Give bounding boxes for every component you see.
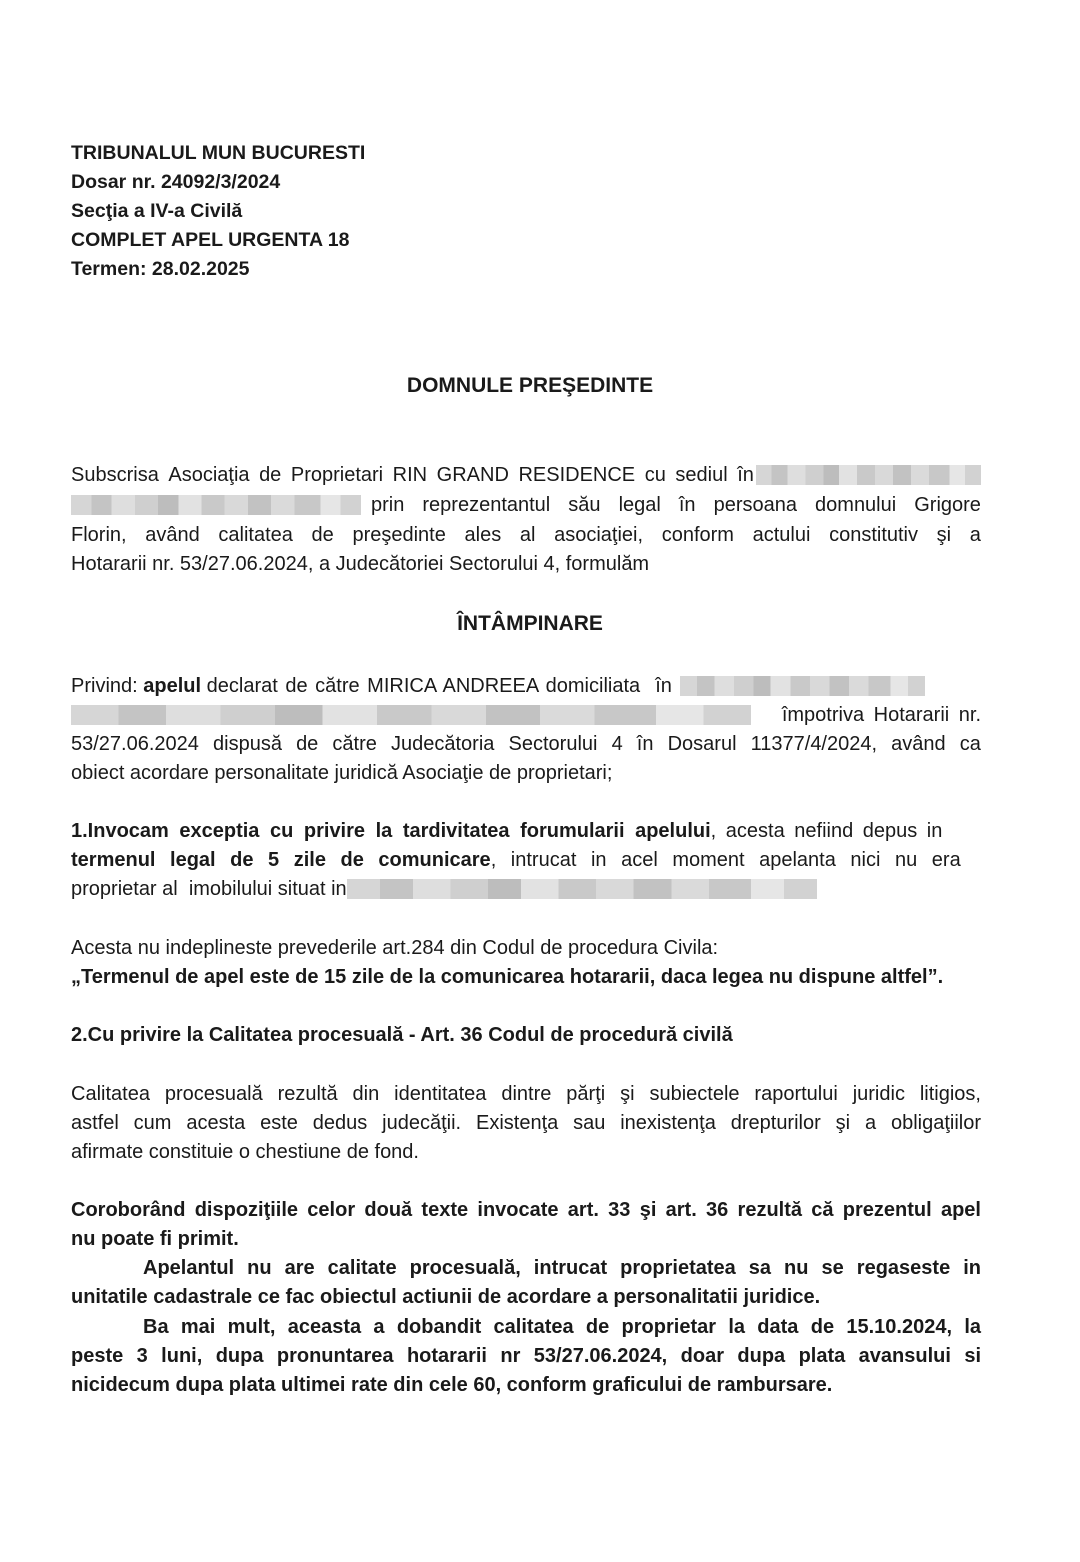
- conclusion-line-5: Ba mai mult, aceasta a dobandit calitatea de proprietar la data de 15.10.2024, la: [143, 1316, 981, 1338]
- case-number: Dosar nr. 24092/3/2024: [71, 171, 281, 193]
- point-2-line-2: astfel cum acesta este dedus judecăţii. Existenţa sau inexistenţa drepturilor şi a obligaţiilor: [71, 1112, 981, 1134]
- court-section: Secţia a IV-a Civilă: [71, 200, 243, 222]
- intro-line-1: Subscrisa Asociaţia de Proprietari RIN GRAND RESIDENCE cu sediul în: [71, 461, 981, 490]
- point-1-line-1: 1.Invocam exceptia cu privire la tardivitatea forumularii apelului , acesta nefiind depus in: [71, 820, 943, 842]
- conclusion-line-1: Coroborând dispoziţiile celor două texte invocate art. 33 şi art. 36 rezultă că prezentul apel: [71, 1199, 981, 1221]
- regarding-line-2: împotriva Hotararii nr.: [71, 701, 981, 730]
- conclusion-line-3: Apelantul nu are calitate procesuală, intrucat proprietatea sa nu se regaseste in: [143, 1257, 981, 1279]
- redacted-address: [71, 705, 751, 725]
- point-1-line-3: proprietar al imobilului situat in: [71, 875, 981, 904]
- redacted-address: [71, 495, 361, 515]
- intro-line-2: prin reprezentantul său legal în persoana domnului Grigore: [71, 491, 981, 520]
- regarding-line-1: Privind: apelul declarat de către MIRICA ANDREEA domiciliata în: [71, 672, 981, 701]
- point-2-heading: 2.Cu privire la Calitatea procesuală - Art. 36 Codul de procedură civilă: [71, 1024, 733, 1046]
- article-284-intro: Acesta nu indeplineste prevederile art.284 din Codul de procedura Civila:: [71, 937, 719, 959]
- regarding-line-3: 53/27.06.2024 dispusă de către Judecătoria Sectorului 4 în Dosarul 11377/4/2024, având ca: [71, 733, 981, 755]
- regarding-line-4: obiect acordare personalitate juridică Asociaţie de proprietari;: [71, 762, 613, 784]
- document-title: ÎNTÂMPINARE: [457, 612, 603, 635]
- conclusion-line-7: nicidecum dupa plata ultimei rate din cele 60, conform graficului de rambursare.: [71, 1374, 833, 1396]
- point-1-line-2: termenul legal de 5 zile de comunicare , intrucat in acel moment apelanta nici nu era: [71, 849, 961, 871]
- redacted-address: [756, 465, 981, 485]
- court-name: TRIBUNALUL MUN BUCURESTI: [71, 142, 366, 164]
- conclusion-line-6: peste 3 luni, dupa pronuntarea hotararii nr 53/27.06.2024, doar dupa plata avansului si: [71, 1345, 981, 1367]
- point-2-line-1: Calitatea procesuală rezultă din identitatea dintre părţi şi subiectele raportului juridic litigios,: [71, 1083, 981, 1105]
- conclusion-line-4: unitatile cadastrale ce fac obiectul actiunii de acordare a personalitatii juridice.: [71, 1286, 821, 1308]
- conclusion-line-2: nu poate fi primit.: [71, 1228, 239, 1250]
- court-panel: COMPLET APEL URGENTA 18: [71, 229, 350, 251]
- intro-line-4: Hotararii nr. 53/27.06.2024, a Judecătoriei Sectorului 4, formulăm: [71, 553, 650, 575]
- redacted-address: [347, 879, 817, 899]
- article-284-quote: „Termenul de apel este de 15 zile de la comunicarea hotararii, daca legea nu dispune altfel”.: [71, 966, 944, 988]
- case-header: [71, 139, 365, 284]
- hearing-date: Termen: 28.02.2025: [71, 258, 250, 280]
- point-2-line-3: afirmate constituie o chestiune de fond.: [71, 1141, 419, 1163]
- salutation-heading: DOMNULE PREŞEDINTE: [406, 374, 654, 397]
- redacted-address: [680, 676, 925, 696]
- intro-line-3: Florin, având calitatea de preşedinte ales al asociaţiei, conform actului constitutiv şi a: [71, 524, 981, 546]
